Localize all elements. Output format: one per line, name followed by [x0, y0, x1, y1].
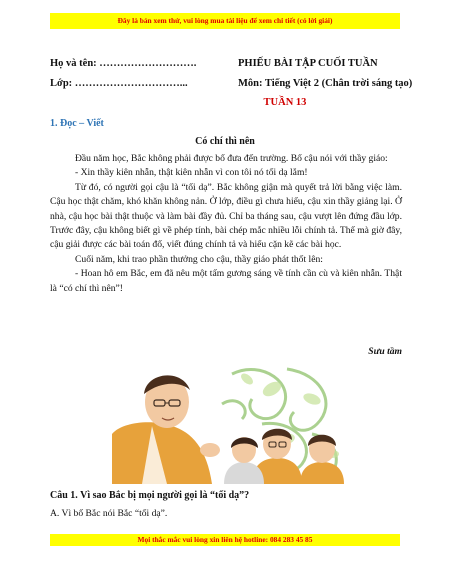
- story-paragraph: Cuối năm, khi trao phần thưởng cho cậu, thầy giáo phát thốt lên:: [75, 253, 323, 265]
- section-heading: 1. Đọc – Viết: [50, 118, 104, 129]
- story-paragraph: Đầu năm học, Bắc không phải được bố đưa đến trường. Bố cậu nói với thầy giáo:: [75, 153, 388, 164]
- question-1: Câu 1. Vì sao Bắc bị mọi người gọi là “tối dạ”?: [50, 490, 250, 501]
- question-1-option-a: A. Vì bố Bắc nói Bắc “tối dạ”.: [50, 508, 168, 519]
- class-field: Lớp: …………………………...: [50, 78, 188, 89]
- story-illustration: [112, 364, 344, 484]
- week-label: TUẦN 13: [263, 97, 307, 108]
- story-paragraph: - Xin thầy kiên nhẫn, thật kiên nhẫn vì con tôi nó tối dạ lắm!: [75, 167, 308, 179]
- story-paragraph: - Hoan hô em Bắc, em đã nêu một tấm gương sáng về tính cần cù và kiên nhẫn. Thật là “có chí thì nên”!: [50, 268, 402, 294]
- story-body: [50, 152, 402, 296]
- worksheet-title: PHIẾU BÀI TẬP CUỐI TUẦN: [238, 58, 378, 69]
- subject-label: Môn: Tiếng Việt 2 (Chân trời sáng tạo): [238, 78, 413, 89]
- hotline-banner: Mọi thắc mắc vui lòng xin liên hệ hotline: 084 283 45 85: [50, 534, 400, 546]
- preview-notice-banner: Đây là bản xem thử, vui lòng mua tài liệu để xem chi tiết (có lời giải): [50, 13, 400, 29]
- story-paragraph: Từ đó, có người gọi cậu là “tối dạ”. Bắc không giận mà quyết trả lời bằng việc làm. Cậu học thật chăm, khó khăn không nản. Ở lớp, điều gì chưa hiểu, cậu xin thầy giảng lại. Ở nhà, cậu học bài thật thuộc và làm bài đầy đủ. Chỉ ba tháng sau, cậu vượt lên đứng đầu lớp. Trước đây, cậu không biết gì về phép tính, bài chép mắc nhiều lỗi chính tả. Thế mà giờ đây, cậu giải được các bài toán đố, viết đúng chính tả và hiểu cặn kẽ các bài học.: [50, 181, 402, 251]
- student-name-field: Họ và tên: ……………………….: [50, 58, 197, 69]
- story-source: Sưu tầm: [368, 346, 402, 357]
- story-title: Có chí thì nên: [195, 136, 255, 147]
